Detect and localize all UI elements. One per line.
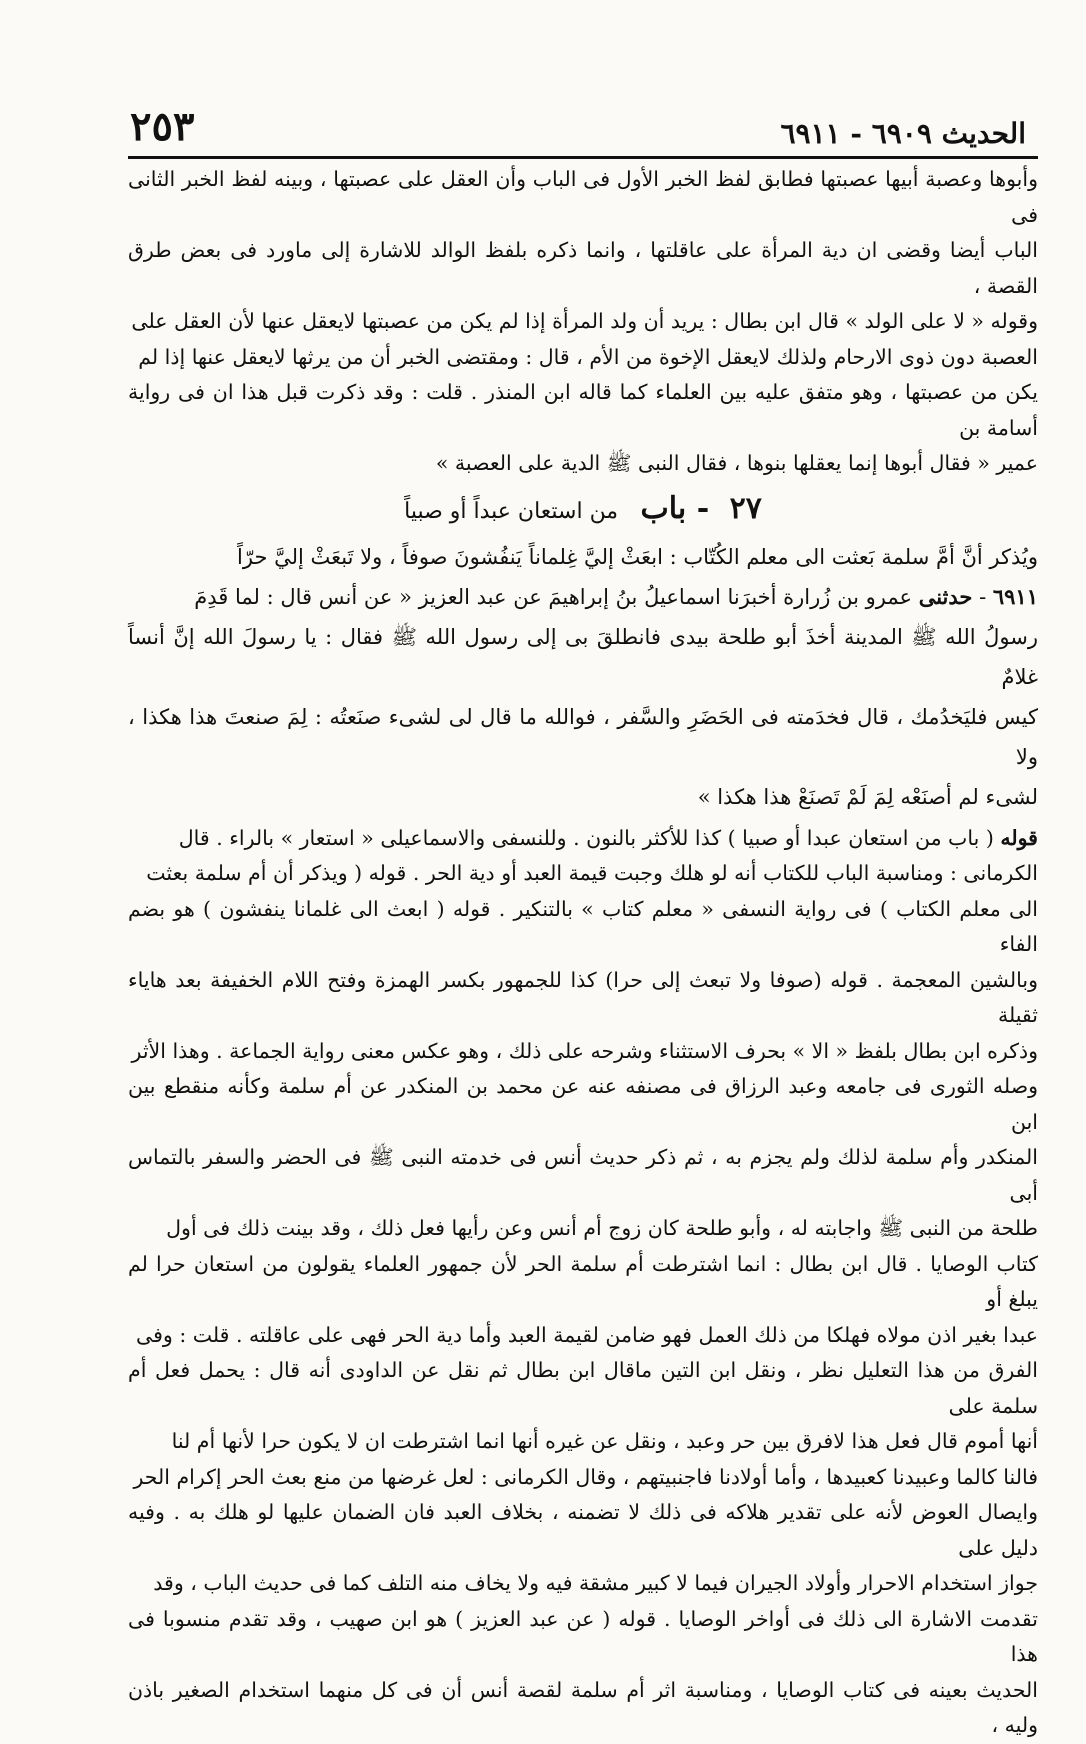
page-number: ٢٥٣ [130,103,195,150]
text-line: وبالشين المعجمة . قوله (صوفا ولا تبعث إلى حرا) كذا للجمهور بكسر الهمزة وفتح اللام الخفيفة بعد هاياء ثقيلة [128,967,1038,1027]
hadith-text [128,537,1038,817]
text-line: الكرمانى : ومناسبة الباب للكتاب أنه لو هلك وجبت قيمة العبد أو دية الحر . قوله ( ويذكر أن أم سلمة بعثت [146,861,1038,885]
text-line: الى معلم الكتاب ) فى رواية النسفى « معلم كتاب » بالتنكير . قوله ( ابعث الى غلمانا ينفشون ) هو بضم الفاء [128,896,1038,956]
hadith-dash: - [979,584,987,609]
text-line: وقوله « لا على الولد » قال ابن بطال : يريد أن ولد المرأة إذا لم يكن من عصبتها لايعقل عنها لأن العقل على [131,309,1038,333]
text-line: الفرق من هذا التعليل نظر ، ونقل ابن التين ماقال ابن بطال ثم نقل عن الداودى أنه قال : يحمل فعل أم سلمة على [128,1358,1038,1418]
text-line: المنكدر وأم سلمة لذلك ولم يجزم به ، ثم ذكر حديث أنس فى خدمته النبى ﷺ فى الحضر والسفر بالتماس أبى [128,1145,1038,1205]
text-line: وايصال العوض لأنه على تقدير هلاكه فى ذلك لا تضمنه ، بخلاف العبد فان الضمان عليها لو هلك به . وفيه دليل على [128,1500,1038,1560]
chapter-number: ٢٧ [729,490,762,526]
hadith-number: ٦٩١١ [992,583,1038,609]
text-line: تقدمت الاشارة الى ذلك فى أواخر الوصايا . قوله ( عن عبد العزيز ) هو ابن صهيب ، وقد تقدم منسوبا فى هذا [128,1606,1038,1666]
hadith-range-heading: الحديث ٦٩٠٩ - ٦٩١١ [780,117,1026,150]
text-line-content: ( باب من استعان عبدا أو صبيا ) كذا للأكثر بالنون . وللنسفى والاسماعيلى « استعار » بالراء . قال [178,825,994,850]
page-body [128,162,1038,1744]
text-line: العصبة دون ذوى الارحام ولذلك لايعقل الإخوة من الأم ، قال : ومقتضى الخبر أن من يرثها لايعقل عنها إذا لم [138,344,1038,369]
text-line: فالنا كالما وعبيدنا كعبيدها ، وأما أولادنا فاجنبيتهم ، وقال الكرمانى : لعل غرضها من منع بعث الحر إكرام الحر [133,1464,1038,1489]
text-line: عبدا بغير اذن مولاه فهلكا من ذلك العمل فهو ضامن لقيمة العبد وأما دية الحر فهى على عاقلته . قلت : وفى [136,1322,1038,1347]
chapter-word: باب [640,490,687,526]
text-line: وصله الثورى فى جامعه وعبد الرزاق فى مصنفه عنه عن محمد بن المنكدر عن أم سلمة وكأنه منقطع بين ابن [128,1074,1038,1134]
text-line: كتاب الوصايا . قال ابن بطال : انما اشترطت أم سلمة الحر لأن جمهور العلماء يقولون من استعان حرا لم يبلغ أو [128,1251,1038,1311]
chapter-title: من استعان عبداً أو صبياً [404,498,619,524]
text-line: وذكره ابن بطال بلفظ « الا » بحرف الاستثناء وشرحه على ذلك ، وهو عكس معنى رواية الجماعة . وهذا الأثر [131,1038,1038,1063]
text-line: طلحة من النبى ﷺ واجابته له ، وأبو طلحة كان زوج أم أنس وعن رأيها فعل ذلك ، وقد بينت ذلك فى أول [166,1216,1038,1240]
commentary-block [128,821,1038,1744]
text-line: يكن من عصبتها ، وهو متفق عليه بين العلماء كما قاله ابن المنذر . قلت : وقد ذكرت قبل هذا ان فى رواية أسامة بن [128,380,1038,440]
isnad-line [128,577,1038,617]
text-line: جواز استخدام الاحرار وأولاد الجيران فيما لا كبير مشقة فيه ولا يخاف منه التلف كما فى حديث الباب ، وقد [153,1571,1038,1595]
text-line: أنها أموم قال فعل هذا لافرق بين حر وعبد ، ونقل عن غيره أنها انما اشترطت ان لا يكون حرا لأنها أم لنا [171,1429,1038,1453]
text-line: الباب أيضا وقضى ان دية المرأة على عاقلتها ، وانما ذكره بلفظ الوالد للاشارة إلى ماورد فى بعض طرق القصة ، [128,238,1038,298]
isnad-text: عمرو بن زُرارة أخبرَنا اسماعيلُ بنُ إبراهيمَ عن عبد العزيز « عن أنس قال : لما قَدِمَ [194,584,912,609]
text-line: عمير « فقال أبوها إنما يعقلها بنوها ، فقال النبى ﷺ الدية على العصبة » [435,451,1038,475]
haddathani-word: حدثنى [918,583,973,609]
page-header [130,98,1026,150]
text-line: ويُذكر أنَّ أمَّ سلمة بَعثت الى معلم الكُتّاب : ابعَثْ إليَّ غِلماناً يَنفُشونَ صوفاً ، ولا تَبعَثْ إليَّ حرّاً [237,544,1038,569]
text-line: وأبوها وعصبة أبيها عصبتها فطابق لفظ الخبر الأول فى الباب وأن العقل على عصبتها ، وبينه لفظ الخبر الثانى فى [128,167,1038,227]
text-line: كيس فليَخدُمك ، قال فخدَمته فى الحَضَرِ والسَّفر ، فوالله ما قال لى لشىء صنَعتُه : لِمَ صنعتَ هذا هكذا ، ولا [128,704,1038,769]
text-line [128,821,1038,857]
text-line: الحديث بعينه فى كتاب الوصايا ، ومناسبة اثر أم سلمة لقصة أنس أن فى كل منهما استخدام الصغير باذن وليه ، [128,1677,1038,1737]
chapter-dash: - [696,490,710,526]
text-line: رسولُ الله ﷺ المدينة أخذَ أبو طلحة بيدى فانطلقَ بى إلى رسول الله ﷺ فقال : يا رسولَ الله إنَّ أنساً غلامٌ [128,624,1038,689]
text-line: لشىء لم أصنَعْه لِمَ لَمْ تَصنَعْ هذا هكذا » [697,784,1038,809]
commentary-continuation [128,162,1038,482]
chapter-heading [128,486,1038,535]
header-rule [128,156,1038,159]
qawluh-marker: قوله [1000,825,1038,850]
